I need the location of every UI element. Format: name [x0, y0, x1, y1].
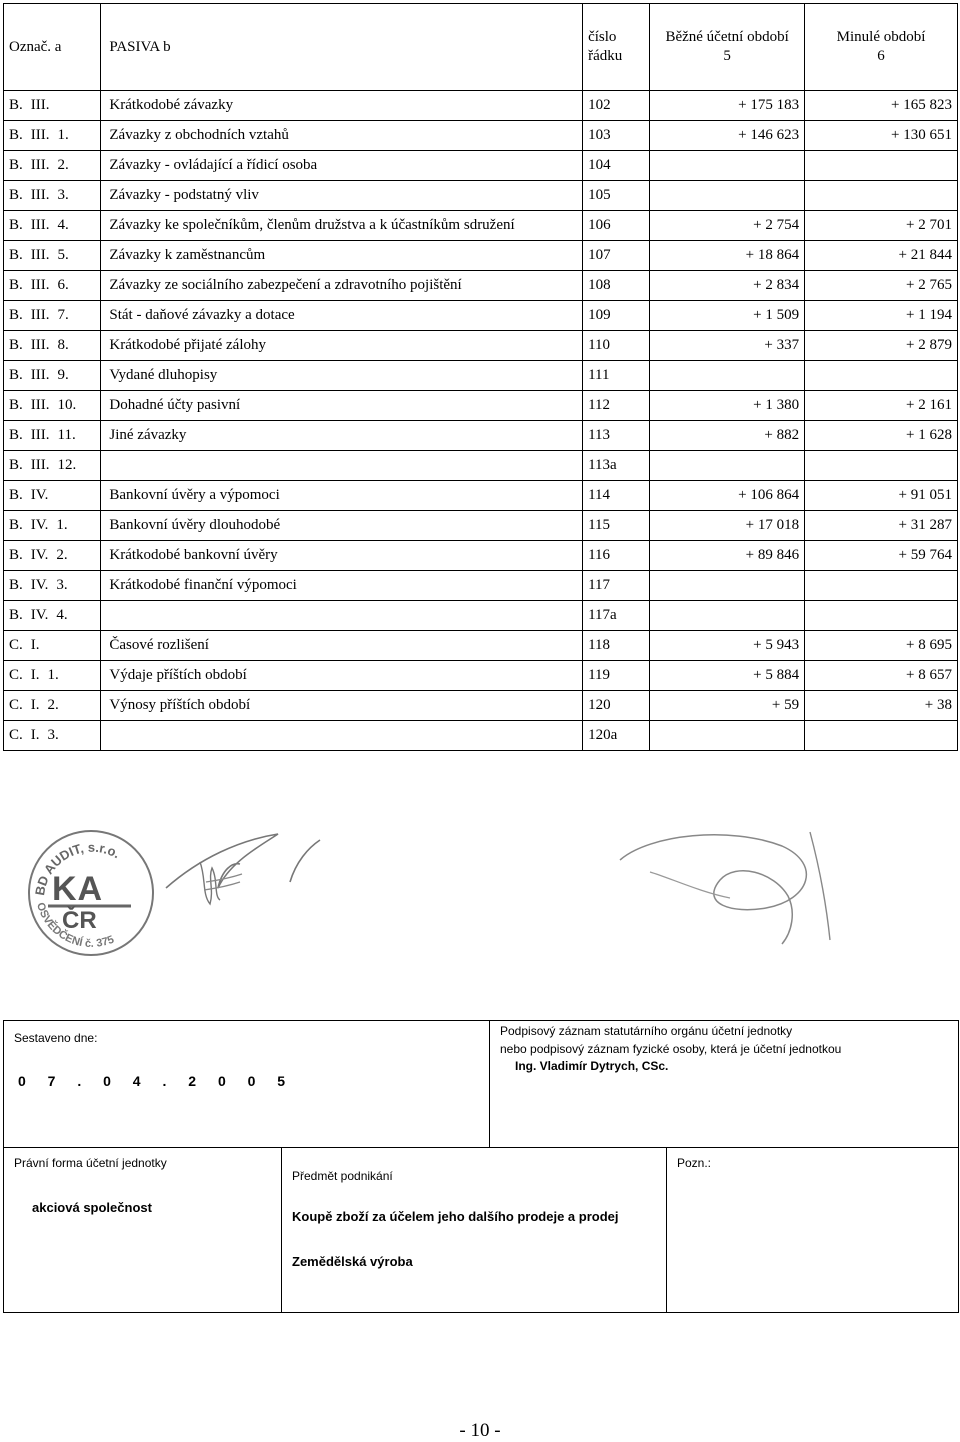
row-designation-part: III.	[30, 427, 50, 443]
row-designation	[4, 301, 101, 331]
row-label: Výnosy příštích období	[101, 691, 583, 721]
row-current-period: + 1 509	[650, 301, 805, 331]
header-line-number-1: číslo	[588, 29, 617, 46]
table-row	[4, 601, 958, 631]
row-designation-part: 9.	[57, 367, 69, 383]
row-current-period: + 882	[650, 421, 805, 451]
table-row	[4, 271, 958, 301]
row-line-number: 113a	[583, 451, 650, 481]
row-previous-period: + 31 287	[805, 511, 958, 541]
row-designation-part: 10.	[57, 397, 77, 413]
table-row	[4, 241, 958, 271]
signature-label-line-1: Podpisový záznam statutárního orgánu účetní jednotky	[500, 1024, 793, 1038]
row-designation	[4, 601, 101, 631]
row-previous-period	[805, 571, 958, 601]
compiled-label: Sestaveno dne:	[14, 1031, 98, 1045]
row-previous-period: + 8 695	[805, 631, 958, 661]
row-designation-part: B.	[9, 307, 23, 323]
row-label: Bankovní úvěry dlouhodobé	[101, 511, 583, 541]
row-designation-part: III.	[30, 187, 50, 203]
table-row	[4, 451, 958, 481]
row-designation	[4, 421, 101, 451]
table-row	[4, 361, 958, 391]
row-line-number: 120	[583, 691, 650, 721]
row-previous-period: + 2 701	[805, 211, 958, 241]
row-designation-part: III.	[30, 337, 50, 353]
row-designation-part: III.	[30, 367, 50, 383]
row-label: Krátkodobé závazky	[101, 91, 583, 121]
row-current-period: + 106 864	[650, 481, 805, 511]
row-label: Výdaje příštích období	[101, 661, 583, 691]
row-label: Závazky - ovládající a řídicí osoba	[101, 151, 583, 181]
row-line-number: 107	[583, 241, 650, 271]
row-line-number: 104	[583, 151, 650, 181]
row-designation-part: B.	[9, 397, 23, 413]
row-label: Závazky ke společníkům, členům družstva a k účastníkům sdružení	[101, 211, 583, 241]
table-row	[4, 301, 958, 331]
row-current-period	[650, 181, 805, 211]
row-designation-part: III.	[30, 97, 50, 113]
page-number: - 10 -	[459, 1420, 501, 1441]
row-line-number: 119	[583, 661, 650, 691]
row-designation-part: 1.	[47, 667, 59, 683]
row-line-number: 120a	[583, 721, 650, 751]
row-designation-part: III.	[30, 277, 50, 293]
table-row	[4, 661, 958, 691]
legal-form-box	[3, 1147, 282, 1313]
header-oznac: Označ. a	[4, 4, 101, 91]
row-line-number: 112	[583, 391, 650, 421]
row-designation-part: 6.	[57, 277, 69, 293]
row-current-period: + 89 846	[650, 541, 805, 571]
row-line-number: 102	[583, 91, 650, 121]
row-label	[101, 451, 583, 481]
row-designation	[4, 241, 101, 271]
row-label: Krátkodobé finanční výpomoci	[101, 571, 583, 601]
row-designation-part: 11.	[57, 427, 76, 443]
signature-record-box	[489, 1020, 959, 1148]
row-designation-part: C.	[9, 667, 23, 683]
row-designation	[4, 361, 101, 391]
row-previous-period: + 1 194	[805, 301, 958, 331]
row-label: Stát - daňové závazky a dotace	[101, 301, 583, 331]
row-line-number: 117	[583, 571, 650, 601]
row-line-number: 111	[583, 361, 650, 391]
row-line-number: 114	[583, 481, 650, 511]
row-label: Závazky z obchodních vztahů	[101, 121, 583, 151]
row-line-number: 118	[583, 631, 650, 661]
row-label: Krátkodobé přijaté zálohy	[101, 331, 583, 361]
row-designation-part: 3.	[57, 187, 69, 203]
row-designation	[4, 151, 101, 181]
business-activity-1: Koupě zboží za účelem jeho dalšího prodeje a prodej	[292, 1209, 619, 1224]
row-previous-period: + 1 628	[805, 421, 958, 451]
row-label: Vydané dluhopisy	[101, 361, 583, 391]
row-designation-part: B.	[9, 577, 23, 593]
table-row	[4, 541, 958, 571]
row-designation-part: 8.	[57, 337, 69, 353]
table-row	[4, 151, 958, 181]
note-label: Pozn.:	[677, 1156, 712, 1170]
row-designation	[4, 511, 101, 541]
row-designation	[4, 391, 101, 421]
business-activity-box	[281, 1147, 667, 1313]
row-current-period: + 337	[650, 331, 805, 361]
row-designation-part: C.	[9, 637, 23, 653]
header-line-number	[583, 4, 650, 91]
row-previous-period: + 130 651	[805, 121, 958, 151]
row-label	[101, 601, 583, 631]
row-current-period: + 2 834	[650, 271, 805, 301]
row-designation-part: 1.	[56, 517, 68, 533]
row-label	[101, 721, 583, 751]
row-designation-part: III.	[30, 217, 50, 233]
svg-text:BD AUDIT, s.r.o.: BD AUDIT, s.r.o.	[32, 839, 123, 897]
svg-text:KA: KA	[52, 870, 104, 908]
row-designation-part: IV.	[30, 487, 49, 503]
row-line-number: 109	[583, 301, 650, 331]
row-previous-period	[805, 361, 958, 391]
row-current-period	[650, 721, 805, 751]
row-designation-part: III.	[30, 457, 50, 473]
row-previous-period: + 21 844	[805, 241, 958, 271]
row-previous-period: + 2 879	[805, 331, 958, 361]
row-previous-period: + 2 161	[805, 391, 958, 421]
row-designation-part: I.	[30, 697, 40, 713]
row-designation-part: B.	[9, 97, 23, 113]
compiled-date: 0 7 . 0 4 . 2 0 0 5	[18, 1073, 295, 1089]
row-designation-part: IV.	[30, 547, 49, 563]
row-line-number: 117a	[583, 601, 650, 631]
row-designation-part: 2.	[47, 697, 59, 713]
header-previous-period-2: 6	[877, 48, 885, 64]
row-current-period: + 17 018	[650, 511, 805, 541]
row-designation-part: 7.	[57, 307, 69, 323]
table-row	[4, 391, 958, 421]
table-row	[4, 211, 958, 241]
row-designation-part: B.	[9, 277, 23, 293]
row-designation-part: III.	[30, 127, 50, 143]
auditor-stamp	[26, 828, 156, 958]
business-label: Předmět podnikání	[292, 1169, 393, 1183]
table-header-row	[4, 4, 958, 91]
table-row	[4, 331, 958, 361]
row-previous-period: + 59 764	[805, 541, 958, 571]
row-current-period: + 5 943	[650, 631, 805, 661]
row-previous-period: + 2 765	[805, 271, 958, 301]
legal-form-label: Právní forma účetní jednotky	[14, 1156, 167, 1170]
row-designation-part: C.	[9, 697, 23, 713]
row-line-number: 108	[583, 271, 650, 301]
header-line-number-2: řádku	[588, 48, 623, 64]
row-designation-part: III.	[30, 307, 50, 323]
row-designation	[4, 481, 101, 511]
row-designation-part: B.	[9, 517, 23, 533]
row-designation	[4, 721, 101, 751]
row-previous-period: + 91 051	[805, 481, 958, 511]
row-current-period: + 5 884	[650, 661, 805, 691]
row-previous-period	[805, 151, 958, 181]
signature-statutory	[560, 812, 850, 952]
row-current-period	[650, 361, 805, 391]
compiled-date-box	[3, 1020, 490, 1148]
row-previous-period	[805, 721, 958, 751]
row-designation	[4, 571, 101, 601]
row-designation-part: B.	[9, 127, 23, 143]
row-line-number: 115	[583, 511, 650, 541]
row-designation	[4, 331, 101, 361]
business-activity-2: Zemědělská výroba	[292, 1254, 413, 1269]
row-designation-part: B.	[9, 337, 23, 353]
row-current-period: + 1 380	[650, 391, 805, 421]
svg-text:ČR: ČR	[62, 907, 97, 934]
table-row	[4, 121, 958, 151]
row-designation-part: IV.	[30, 517, 49, 533]
row-label: Časové rozlišení	[101, 631, 583, 661]
table-row	[4, 571, 958, 601]
row-previous-period: + 165 823	[805, 91, 958, 121]
row-current-period: + 18 864	[650, 241, 805, 271]
row-current-period: + 175 183	[650, 91, 805, 121]
table-row	[4, 481, 958, 511]
row-designation	[4, 91, 101, 121]
row-designation-part: 3.	[47, 727, 59, 743]
row-label: Dohadné účty pasivní	[101, 391, 583, 421]
header-previous-period-1: Minulé období	[836, 29, 926, 46]
table-row	[4, 421, 958, 451]
header-previous-period	[805, 4, 958, 91]
row-line-number: 116	[583, 541, 650, 571]
signature-auditor	[160, 818, 340, 908]
row-previous-period	[805, 601, 958, 631]
row-current-period	[650, 451, 805, 481]
row-designation-part: B.	[9, 427, 23, 443]
row-designation-part: C.	[9, 727, 23, 743]
row-designation-part: B.	[9, 607, 23, 623]
row-designation-part: 4.	[57, 217, 69, 233]
liabilities-table-body	[4, 4, 958, 751]
table-row	[4, 691, 958, 721]
row-line-number: 103	[583, 121, 650, 151]
row-designation-part: B.	[9, 457, 23, 473]
row-designation-part: B.	[9, 157, 23, 173]
row-designation	[4, 451, 101, 481]
table-row	[4, 631, 958, 661]
note-box	[666, 1147, 959, 1313]
row-designation-part: B.	[9, 547, 23, 563]
row-designation	[4, 691, 101, 721]
row-designation-part: B.	[9, 487, 23, 503]
row-previous-period: + 38	[805, 691, 958, 721]
row-designation-part: III.	[30, 397, 50, 413]
row-previous-period: + 8 657	[805, 661, 958, 691]
row-current-period: + 59	[650, 691, 805, 721]
row-label: Krátkodobé bankovní úvěry	[101, 541, 583, 571]
row-designation-part: B.	[9, 367, 23, 383]
row-current-period	[650, 571, 805, 601]
row-designation-part: 1.	[57, 127, 69, 143]
row-label: Závazky k zaměstnancům	[101, 241, 583, 271]
row-label: Bankovní úvěry a výpomoci	[101, 481, 583, 511]
row-designation-part: B.	[9, 187, 23, 203]
table-row	[4, 721, 958, 751]
row-designation-part: B.	[9, 247, 23, 263]
row-designation-part: IV.	[30, 607, 49, 623]
row-designation-part: III.	[30, 247, 50, 263]
row-designation	[4, 631, 101, 661]
row-current-period: + 2 754	[650, 211, 805, 241]
table-row	[4, 511, 958, 541]
row-current-period	[650, 151, 805, 181]
row-previous-period	[805, 181, 958, 211]
svg-text:OSVĚDČENÍ č. 375: OSVĚDČENÍ č. 375	[34, 901, 116, 950]
row-designation-part: 2.	[57, 157, 69, 173]
table-row	[4, 181, 958, 211]
row-label: Závazky ze sociálního zabezpečení a zdravotního pojištění	[101, 271, 583, 301]
row-label: Jiné závazky	[101, 421, 583, 451]
row-designation-part: 12.	[57, 457, 77, 473]
liabilities-table	[3, 3, 958, 751]
row-designation	[4, 541, 101, 571]
header-current-period	[650, 4, 805, 91]
row-designation	[4, 121, 101, 151]
row-designation-part: IV.	[30, 577, 49, 593]
row-designation-part: 5.	[57, 247, 69, 263]
row-designation-part: 2.	[56, 547, 68, 563]
signature-label-line-2: nebo podpisový záznam fyzické osoby, která je účetní jednotkou	[500, 1042, 842, 1056]
header-current-period-1: Běžné účetní období	[665, 29, 789, 46]
row-designation	[4, 211, 101, 241]
row-current-period	[650, 601, 805, 631]
row-current-period: + 146 623	[650, 121, 805, 151]
row-line-number: 106	[583, 211, 650, 241]
header-pasiva: PASIVA b	[101, 4, 583, 91]
row-designation	[4, 661, 101, 691]
row-designation-part: III.	[30, 157, 50, 173]
row-designation-part: I.	[30, 667, 40, 683]
row-previous-period	[805, 451, 958, 481]
table-row	[4, 91, 958, 121]
row-designation	[4, 181, 101, 211]
row-line-number: 110	[583, 331, 650, 361]
row-designation-part: 3.	[56, 577, 68, 593]
row-designation-part: I.	[30, 637, 40, 653]
header-current-period-2: 5	[723, 48, 731, 64]
row-line-number: 105	[583, 181, 650, 211]
row-label: Závazky - podstatný vliv	[101, 181, 583, 211]
row-designation	[4, 271, 101, 301]
row-designation-part: 4.	[56, 607, 68, 623]
row-designation-part: B.	[9, 217, 23, 233]
legal-form-value: akciová společnost	[32, 1200, 152, 1215]
signatory-name: Ing. Vladimír Dytrych, CSc.	[515, 1059, 669, 1073]
row-designation-part: I.	[30, 727, 40, 743]
row-line-number: 113	[583, 421, 650, 451]
